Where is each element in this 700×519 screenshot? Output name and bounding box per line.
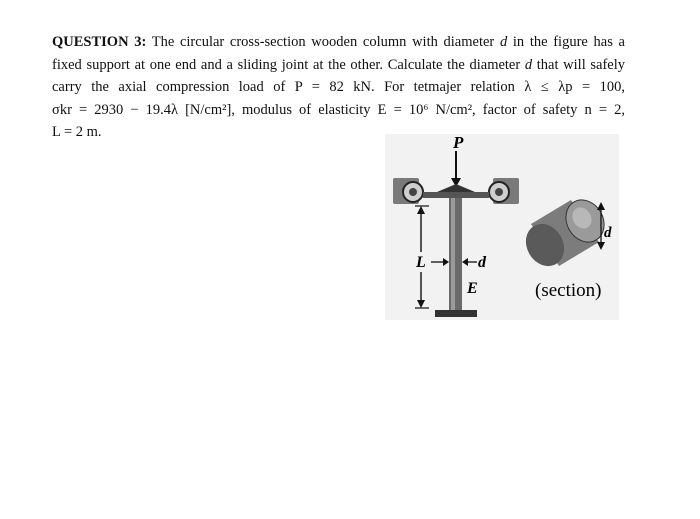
question-line-5: L = 2 m. (52, 124, 102, 140)
right-wheel-hub (495, 188, 503, 196)
column (449, 198, 462, 312)
section-diameter-label: d (604, 225, 612, 241)
fixed-base (435, 310, 477, 317)
diameter-arrow-left (443, 258, 449, 266)
question-line-1: QUESTION 3: The circular cross-section wooden column with diameter d in the figure has a (52, 34, 625, 50)
column-figure (385, 134, 619, 320)
question-line-4: σkr = 2930 − 19.4λ [N/cm²], modulus of elasticity E = 10⁶ N/cm², factor of safety n = 2, (52, 101, 625, 118)
top-beam (423, 192, 489, 198)
question-line-2: fixed support at one end and a sliding joint at the other. Calculate the diameter d that will safely (52, 56, 625, 73)
left-wheel-hub (409, 188, 417, 196)
modulus-label: E (467, 280, 478, 297)
diameter-arrow-right (462, 258, 468, 266)
question-line-3: carry the axial compression load of P = 82 kN. For tetmajer relation λ ≤ λp = 100, (52, 79, 625, 95)
section-caption: (section) (535, 280, 602, 301)
question-label: QUESTION 3: (52, 34, 147, 50)
column-highlight (451, 198, 455, 312)
load-label: P (453, 134, 464, 152)
length-label: L (416, 254, 426, 271)
question-text (52, 31, 625, 144)
column-diameter-label: d (478, 254, 486, 271)
section-cylinder (518, 193, 611, 273)
top-cap (437, 184, 475, 192)
column-diagram (385, 134, 619, 320)
